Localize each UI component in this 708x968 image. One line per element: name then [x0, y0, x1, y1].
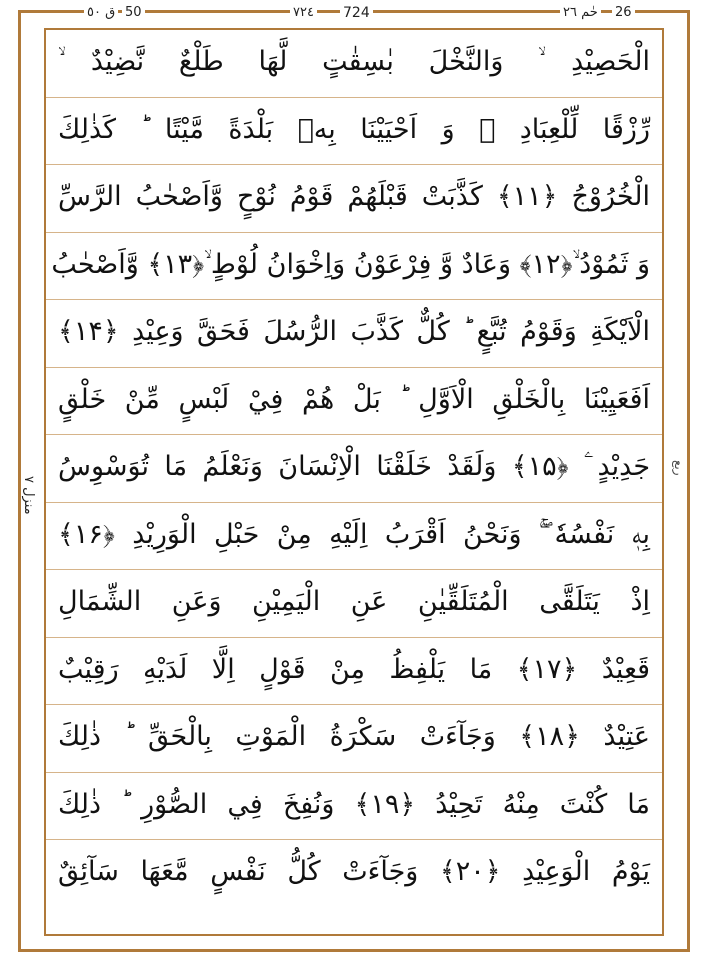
text-line: عَتِيْدٌ ﴿۱۸﴾ وَجَآءَتْ سَكْرَةُ الْمَوْتِ بِالْحَقِّ ؕ ذٰلِكَ [46, 705, 662, 773]
header-para-marker: حٰم ٢٦ [560, 5, 601, 20]
text-line: اِذْ يَتَلَقَّى الْمُتَلَقِّيٰنِ عَنِ الْيَمِيْنِ وَعَنِ الشِّمَالِ [46, 570, 662, 638]
text-line: الْخُرُوْجُ ﴿۱۱﴾ كَذَّبَتْ قَبْلَهُمْ قَوْمُ نُوْحٍ وَّاَصْحٰبُ الرَّسِّ [46, 165, 662, 233]
page-header [0, 2, 708, 24]
manzil-marker: منزل ٧ [21, 476, 36, 515]
text-line: جَدِيْدٍ ۧ ﴿۱۵﴾ وَلَقَدْ خَلَقْنَا الْاِنْسَانَ وَنَعْلَمُ مَا تُوَسْوِسُ [46, 435, 662, 503]
header-surah-number: 50 [122, 5, 145, 20]
text-line: الْحَصِيْدِ ۙ وَالنَّخْلَ بٰسِقٰتٍ لَّهَا طَلْعٌ نَّضِيْدٌ ۙ [46, 30, 662, 98]
text-line: يَوْمُ الْوَعِيْدِ ﴿۲۰﴾ وَجَآءَتْ كُلُّ نَفْسٍ مَّعَهَا سَآئِقٌ [58, 856, 650, 887]
page-number: 724 [340, 5, 373, 21]
quran-text-block [46, 30, 662, 908]
text-line: بِهٖ نَفْسُهٗ ۚۖ وَنَحْنُ اَقْرَبُ اِلَيْهِ مِنْ حَبْلِ الْوَرِيْدِ ﴿۱۶﴾ [46, 503, 662, 571]
header-surah-marker: ق ٥٠ [84, 5, 118, 20]
text-line: اَفَعَيِيْنَا بِالْخَلْقِ الْاَوَّلِ ؕ بَلْ هُمْ فِيْ لَبْسٍ مِّنْ خَلْقٍ [46, 368, 662, 436]
header-page-arabic: ٧٢٤ [290, 5, 317, 20]
text-line: رِّزْقًا لِّلْعِبَادِ ۙ وَ اَحْيَيْنَا بِهٖ بَلْدَةً مَّيْتًا ؕ كَذٰلِكَ [46, 98, 662, 166]
text-line: قَعِيْدٌ ﴿۱۷﴾ مَا يَلْفِظُ مِنْ قَوْلٍ اِلَّا لَدَيْهِ رَقِيْبٌ [46, 638, 662, 706]
text-line: مَا كُنْتَ مِنْهُ تَحِيْدُ ﴿۱۹﴾ وَنُفِخَ فِي الصُّوْرِ ؕ ذٰلِكَ [46, 773, 662, 841]
header-para-number: 26 [612, 5, 635, 20]
ruku-marker: ربع [672, 460, 686, 476]
text-line: وَ ثَمُوْدُ ۙ﴿۱۲﴾ وَعَادٌ وَّ فِرْعَوْنُ وَاِخْوَانُ لُوْطٍ ۙ﴿۱۳﴾ وَّاَصْحٰبُ [46, 233, 662, 301]
text-line: الْاَيْكَةِ وَقَوْمُ تُبَّعٍ ؕ كُلٌّ كَذَّبَ الرُّسُلَ فَحَقَّ وَعِيْدِ ﴿۱۴﴾ [46, 300, 662, 368]
